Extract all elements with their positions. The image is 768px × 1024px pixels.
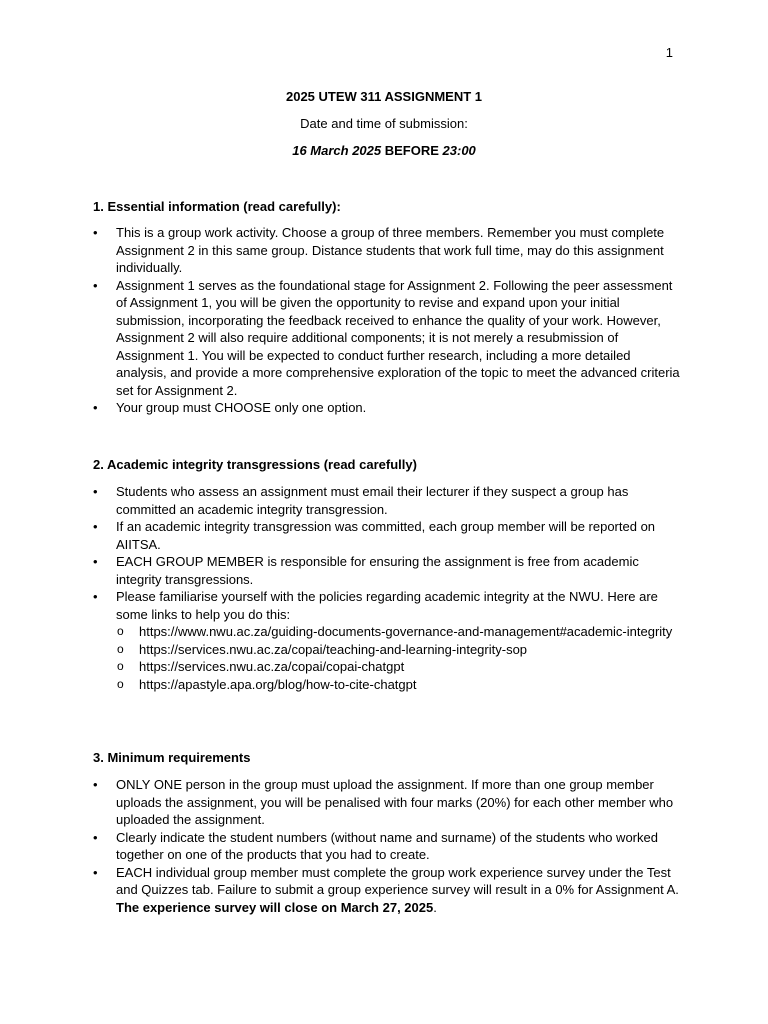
list-item-text: If an academic integrity transgression was committed, each group member will be reported on AIITSA. <box>116 519 656 552</box>
bullet-icon: • <box>93 554 98 569</box>
list-item <box>93 399 683 417</box>
deadline-date: 16 March 2025 <box>292 143 382 158</box>
link-url[interactable]: https://services.nwu.ac.za/copai/copai-chatgpt <box>139 659 405 674</box>
bullet-list <box>93 776 683 916</box>
document-title: 2025 UTEW 311 ASSIGNMENT 1 <box>285 89 483 104</box>
link-item <box>93 676 683 694</box>
bullet-icon: • <box>93 484 98 499</box>
section-essential-information <box>93 198 683 417</box>
submission-label: Date and time of submission: <box>300 116 468 131</box>
list-item <box>93 483 683 518</box>
link-url[interactable]: https://apastyle.apa.org/blog/how-to-cite-chatgpt <box>139 676 417 692</box>
section-academic-integrity <box>93 456 683 693</box>
document-header <box>0 88 768 159</box>
bullet-icon: • <box>93 589 98 604</box>
circle-bullet-icon: o <box>117 624 124 638</box>
link-list <box>93 623 683 693</box>
list-item-text: EACH GROUP MEMBER is responsible for ensuring the assignment is free from academic integrity transgressions. <box>116 554 639 587</box>
bullet-icon: • <box>93 277 98 293</box>
bullet-icon: • <box>93 400 98 415</box>
circle-bullet-icon: o <box>117 676 124 691</box>
list-item-text: EACH individual group member must complete the group work experience survey under the Test and Quizzes tab. Failure to submit a group experience survey will result in a 0% for Assignment A. <box>116 864 679 897</box>
section-heading: 2. Academic integrity transgressions (read carefully) <box>93 457 417 472</box>
link-url[interactable]: https://services.nwu.ac.za/copai/teaching-and-learning-integrity-sop <box>139 641 528 657</box>
page-number: 1 <box>665 45 673 60</box>
link-url[interactable]: https://www.nwu.ac.za/guiding-documents-governance-and-management#academic-integrity <box>139 624 673 639</box>
deadline-time: 23:00 <box>442 143 476 158</box>
bullet-icon: • <box>93 519 98 534</box>
list-item <box>93 864 683 917</box>
link-item <box>93 641 683 659</box>
bullet-icon: • <box>93 777 98 792</box>
list-item-text: Please familiarise yourself with the policies regarding academic integrity at the NWU. Here are some links to help you do this: <box>116 589 658 622</box>
list-item-text: Your group must CHOOSE only one option. <box>116 400 367 415</box>
list-item <box>93 553 683 588</box>
link-item <box>93 658 683 676</box>
bullet-icon: • <box>93 225 98 240</box>
list-item-text: Students who assess an assignment must email their lecturer if they suspect a group has committed an academic integrity transgression. <box>116 484 629 517</box>
circle-bullet-icon: o <box>117 641 124 656</box>
section-heading: 1. Essential information (read carefully): <box>93 199 341 214</box>
list-item <box>93 588 683 693</box>
list-item-text: Assignment 1 serves as the foundational stage for Assignment 2. Following the peer assessment of Assignment 1, you will be given the opportunity to revise and expand upon your initial submission, incorporating the feedback received to enhance the quality of your work. However, Assignment 2 will also require additional components; it is not merely a resubmission of Assignment 1. You will be expected to conduct further research, including a more detailed analysis, and provide a more comprehensive exploration of the topic to meet the advanced criteria set for Assignment 2. <box>116 277 680 398</box>
list-item-end: . <box>433 899 437 915</box>
list-item <box>93 776 683 829</box>
list-item-text: This is a group work activity. Choose a group of three members. Remember you must complete Assignment 2 in this same group. Distance students that work full time, may do this assignment individually. <box>116 225 665 275</box>
survey-deadline-text: The experience survey will close on March 27, 2025 <box>116 899 434 915</box>
circle-bullet-icon: o <box>117 659 124 673</box>
list-item <box>93 829 683 864</box>
list-item <box>93 224 683 277</box>
bullet-list <box>93 224 683 417</box>
bullet-icon: • <box>93 864 98 880</box>
submission-deadline <box>0 142 768 159</box>
bullet-list <box>93 483 683 693</box>
list-item <box>93 277 683 400</box>
deadline-before: BEFORE <box>381 143 443 158</box>
list-item-text: Clearly indicate the student numbers (without name and surname) of the students who worked together on one of the products that you had to create. <box>116 829 658 862</box>
list-item-text: ONLY ONE person in the group must upload the assignment. If more than one group member uploads the assignment, you will be penalised with four marks (20%) for each other member who uploaded the assignment. <box>116 777 674 827</box>
section-heading: 3. Minimum requirements <box>93 750 251 765</box>
bullet-icon: • <box>93 829 98 845</box>
list-item <box>93 518 683 553</box>
link-item <box>93 623 683 641</box>
section-minimum-requirements <box>93 749 683 916</box>
